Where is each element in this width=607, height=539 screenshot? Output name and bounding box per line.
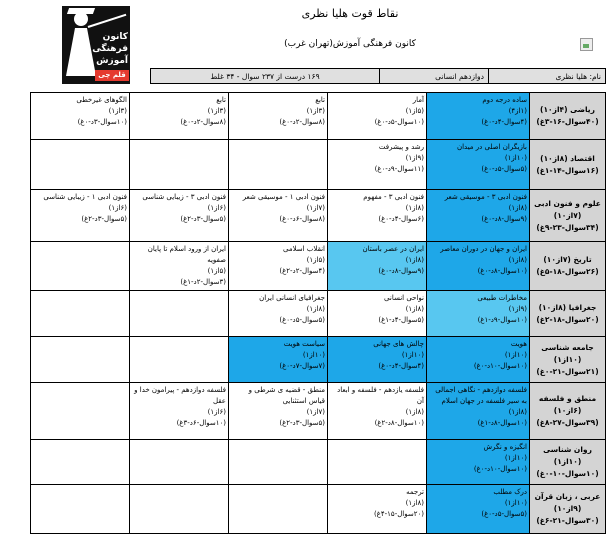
topic-name: رشد و پیشرفت: [378, 143, 424, 151]
topic-score: (۶از۱): [108, 204, 127, 212]
topic-score: (۳از۱): [108, 107, 127, 115]
topic-cell: [328, 242, 427, 291]
topic-name: چالش های جهانی: [373, 340, 424, 348]
topic-score: (۵از۱): [405, 107, 424, 115]
topic-score: (۶از۱): [207, 408, 226, 416]
topic-score: (۵از۱): [207, 267, 226, 275]
topic-score: (۱۰از۱): [504, 499, 527, 507]
subject-text: (۴۰سوال-۱۶-۳غ): [536, 117, 599, 126]
topic-name: فنون ادبی ۳ - زیبایی شناسی: [142, 193, 226, 201]
topic-score: (۹سوال-۸د-۰غ): [481, 215, 527, 223]
subject-text: (۳۴سوال-۲۳-۹غ): [536, 222, 599, 232]
topic-cell: [31, 291, 130, 337]
topic-score: (۱۰سوال-۶د-۳غ): [176, 419, 226, 427]
topic-cell: [31, 190, 130, 242]
topic-cell: [328, 93, 427, 140]
subject-text: روان شناسی (۱۰از۱): [543, 445, 592, 466]
topic-name: درک مطلب: [493, 488, 527, 496]
topic-cell: [229, 190, 328, 242]
topic-cell: [229, 93, 328, 140]
subject-cell: [530, 383, 606, 440]
topic-cell: [427, 440, 530, 485]
topic-cell: [328, 440, 427, 485]
topic-score: (۶سوال-۴د-۰غ): [378, 215, 424, 223]
topic-score: (۸از۱): [405, 305, 424, 313]
topic-cell: [130, 485, 229, 534]
topic-score: (۶از۱): [207, 204, 226, 212]
subject-cell: [530, 242, 606, 291]
topic-score: (۴سوال-۴د-۰غ): [378, 362, 424, 370]
student-name: نام: هلیا نظری: [488, 69, 605, 83]
topic-name: بازیگران اصلی در میدان: [456, 143, 527, 151]
topic-score: (۸از۱): [508, 408, 527, 416]
topic-score: (۱۰سوال-۸د-۱غ): [477, 419, 527, 427]
subject-text: (۲۶سوال-۱۸-۵غ): [536, 267, 599, 276]
topic-cell: [328, 383, 427, 440]
table-row: [31, 485, 606, 534]
topic-score: (۸سوال-۲د-۰غ): [180, 118, 226, 126]
topic-score: (۱۰از۱): [302, 351, 325, 359]
subject-text: (۲۰سوال-۱۸-۲غ): [536, 314, 599, 324]
topic-name: فلسفه دوازدهم - پیرامون خدا و عقل: [134, 386, 226, 405]
table-row: [31, 383, 606, 440]
topic-score: (۵سوال-۴د-۱غ): [378, 316, 424, 324]
topic-cell: [427, 337, 530, 383]
topic-score: (۸سوال-۲د-۰غ): [279, 118, 325, 126]
table-row: [31, 242, 606, 291]
topic-score: (۳سوال-۲د-۱غ): [180, 278, 226, 286]
topic-score: (۱۰از۱): [504, 154, 527, 162]
table-row: [31, 93, 606, 140]
topic-cell: [31, 440, 130, 485]
topic-cell: [31, 140, 130, 190]
topic-cell: [130, 93, 229, 140]
topic-name: هویت: [510, 340, 527, 348]
topic-name: فنون ادبی ۱ - زیبایی شناسی: [43, 193, 127, 201]
topic-name: تابع: [315, 96, 325, 104]
topic-score: (۵سوال-۳د-۲غ): [279, 419, 325, 427]
topic-cell: [130, 190, 229, 242]
topic-score: (۸از۱): [508, 204, 527, 212]
topic-name: فلسفه دوازدهم - نگاهی اجمالی به سیر فلسفه در جهان اسلام: [435, 386, 527, 405]
topic-score: (۵از۱): [306, 256, 325, 264]
topic-cell: [31, 383, 130, 440]
topic-name: منطق - قضیه ی شرطی و قیاس استثنایی: [248, 386, 325, 405]
topic-score: (۹سوال-۸د-۰غ): [378, 267, 424, 275]
topic-score: (۱۰سوال-۱۰د-۰غ): [473, 362, 527, 370]
subject-text: جامعه شناسی: [541, 342, 594, 352]
topic-score: (۱۰سوال-۵د-۰غ): [374, 118, 424, 126]
topic-score: (۱۰از۱): [401, 351, 424, 359]
table-row: [31, 337, 606, 383]
topic-score: (۱از۴): [508, 107, 527, 115]
topic-score: (۷از۱): [306, 408, 325, 416]
topic-cell: [229, 291, 328, 337]
page-title: نقاط قوت هلیا نظری: [301, 7, 399, 20]
topic-name: ایران و جهان در دوران معاصر: [440, 245, 527, 253]
topic-score: (۵سوال-۳د-۲غ): [180, 215, 226, 223]
subject-text: (۹از۱۰): [553, 504, 582, 513]
subject-text: (۳۹سوال-۲۷-۸غ): [536, 418, 599, 427]
topic-cell: [328, 485, 427, 534]
topic-name: فنون ادبی ۳ - مفهوم: [363, 193, 424, 201]
topic-score: (۸از۱): [405, 204, 424, 212]
topic-score: (۸از۱): [405, 408, 424, 416]
subject-text: جغرافیا (۸از۱۰): [538, 302, 597, 312]
subject-text: منطق و فلسفه (۶از۱۰): [538, 394, 597, 415]
subject-cell: [530, 485, 606, 534]
topic-cell: [328, 140, 427, 190]
student-info-bar: [150, 68, 606, 84]
topic-score: (۹از۱): [508, 305, 527, 313]
topic-cell: [328, 291, 427, 337]
topic-score: (۳از۱): [306, 107, 325, 115]
topic-name: فلسفه یازدهم - فلسفه و ابعاد آن: [337, 386, 424, 405]
topic-score: (۱۰سوال-۹د-۱غ): [477, 316, 527, 324]
table-row: [31, 291, 606, 337]
table-row: [31, 440, 606, 485]
topic-cell: [328, 190, 427, 242]
table-row: [31, 190, 606, 242]
topic-cell: [31, 485, 130, 534]
subject-text: (۱۰از۱): [553, 354, 582, 364]
topic-name: جغرافیای انسانی ایران: [259, 294, 325, 302]
topic-cell: [427, 242, 530, 291]
topic-score: (۸از۱): [306, 305, 325, 313]
topic-cell: [229, 140, 328, 190]
topic-name: فنون ادبی ۳ - موسیقی شعر: [444, 193, 527, 201]
subject-text: ریاضی (۴از۱۰): [540, 105, 595, 114]
topic-cell: [229, 485, 328, 534]
kanoon-logo: [62, 6, 130, 84]
subject-text: (۲۱سوال-۲۱-۰غ): [536, 366, 599, 376]
topic-score: (۷سوال-۷د-۰غ): [279, 362, 325, 370]
topic-score: (۸سوال-۶د-۰غ): [279, 215, 325, 223]
subject-text: عربی ، زبان قرآن: [534, 492, 601, 501]
logo-badge: قلم چی: [95, 70, 129, 81]
subject-text: اقتصاد (۸از۱۰): [540, 153, 595, 163]
subject-cell: [530, 93, 606, 140]
topic-score: (۴سوال-۴د-۰غ): [481, 118, 527, 126]
topic-score: (۵سوال-۵د-۰غ): [481, 510, 527, 518]
topic-cell: [130, 242, 229, 291]
topic-score: (۸از۱): [405, 256, 424, 264]
topic-score: (۱۰سوال-۸د-۲غ): [374, 419, 424, 427]
topic-name: سیاست هویت: [283, 340, 325, 348]
topic-score: (۵سوال-۵د-۰غ): [279, 316, 325, 324]
topic-name: ایران در عصر باستان: [362, 245, 424, 253]
topic-cell: [427, 291, 530, 337]
topic-score: (۱۱سوال-۹د-۰غ): [374, 165, 424, 173]
topic-score: (۲۰سوال-۱۵-۴غ): [373, 510, 424, 518]
topic-score: (۵سوال-۵د-۰غ): [481, 165, 527, 173]
topic-cell: [130, 383, 229, 440]
pointer-stick-icon: [88, 14, 127, 28]
subject-cell: [530, 440, 606, 485]
topic-cell: [229, 383, 328, 440]
subject-cell: [530, 291, 606, 337]
topic-score: (۳از۱): [207, 107, 226, 115]
subject-text: تاریخ (۷از۱۰): [543, 255, 592, 264]
topic-cell: [427, 93, 530, 140]
student-grade: دوازدهم انسانی: [379, 69, 488, 83]
topic-cell: [427, 383, 530, 440]
topic-name: تابع: [216, 96, 226, 104]
person-head-icon: [74, 12, 88, 26]
topic-cell: [31, 242, 130, 291]
subject-cell: [530, 337, 606, 383]
subject-cell: [530, 140, 606, 190]
topic-name: انگیزه و نگرش: [483, 443, 527, 451]
broken-image-icon: [580, 38, 593, 51]
topic-score: (۱۰سوال-۸د-۰غ): [477, 267, 527, 275]
topic-score: (۵سوال-۳د-۲غ): [81, 215, 127, 223]
topic-score: (۴سوال-۲د-۲غ): [279, 267, 325, 275]
strengths-table: [30, 92, 606, 534]
topic-name: ترجمه: [406, 488, 424, 496]
topic-score: (۱۰سوال-۱۰د-۰غ): [473, 465, 527, 473]
topic-score: (۱۰سوال-۳د-۰غ): [77, 118, 127, 126]
answer-stats: ۱۶۹ درست از ۲۳۷ سوال - ۳۴ غلط: [210, 71, 320, 81]
topic-name: فنون ادبی ۱ - موسیقی شعر: [242, 193, 325, 201]
subject-text: (۷از۱۰): [553, 210, 582, 220]
topic-cell: [130, 291, 229, 337]
topic-score: (۹از۱): [405, 154, 424, 162]
topic-cell: [31, 337, 130, 383]
topic-cell: [130, 440, 229, 485]
topic-cell: [229, 337, 328, 383]
subject-text: (۱۶سوال-۱۴-۱غ): [536, 165, 599, 175]
topic-cell: [427, 140, 530, 190]
topic-cell: [130, 337, 229, 383]
topic-name: الگوهای غیرخطی: [76, 96, 127, 104]
topic-cell: [31, 93, 130, 140]
logo-text-line3: آموزش: [96, 56, 128, 66]
topic-score: (۸از۱): [508, 256, 527, 264]
topic-cell: [229, 440, 328, 485]
topic-score: (۱۰از۱): [504, 351, 527, 359]
logo-text-line2: فرهنگی: [92, 44, 128, 54]
topic-name: ساده درجه دوم: [482, 96, 527, 104]
topic-name: مخاطرات طبیعی: [477, 294, 527, 302]
topic-cell: [427, 485, 530, 534]
subject-text: (۱۰سوال-۱۰-۰غ): [536, 469, 599, 478]
logo-text-line1: کانون: [102, 32, 128, 42]
page-subtitle: کانون فرهنگی آموزش(تهران غرب): [284, 39, 416, 49]
topic-score: (۷از۱): [306, 204, 325, 212]
subject-text: (۳۰سوال-۲۱-۶غ): [536, 516, 599, 525]
topic-name: ایران از ورود اسلام تا پایان صفویه: [147, 245, 226, 264]
subject-cell: [530, 190, 606, 242]
topic-name: انقلاب اسلامی: [283, 245, 325, 253]
topic-cell: [229, 242, 328, 291]
topic-score: (۸از۱): [405, 499, 424, 507]
table-row: [31, 140, 606, 190]
topic-cell: [427, 190, 530, 242]
topic-name: نواحی انسانی: [384, 294, 424, 302]
topic-score: (۱۰از۱): [504, 454, 527, 462]
topic-cell: [130, 140, 229, 190]
topic-cell: [328, 337, 427, 383]
subject-text: علوم و فنون ادبی: [534, 198, 601, 208]
topic-name: آمار: [412, 96, 424, 104]
